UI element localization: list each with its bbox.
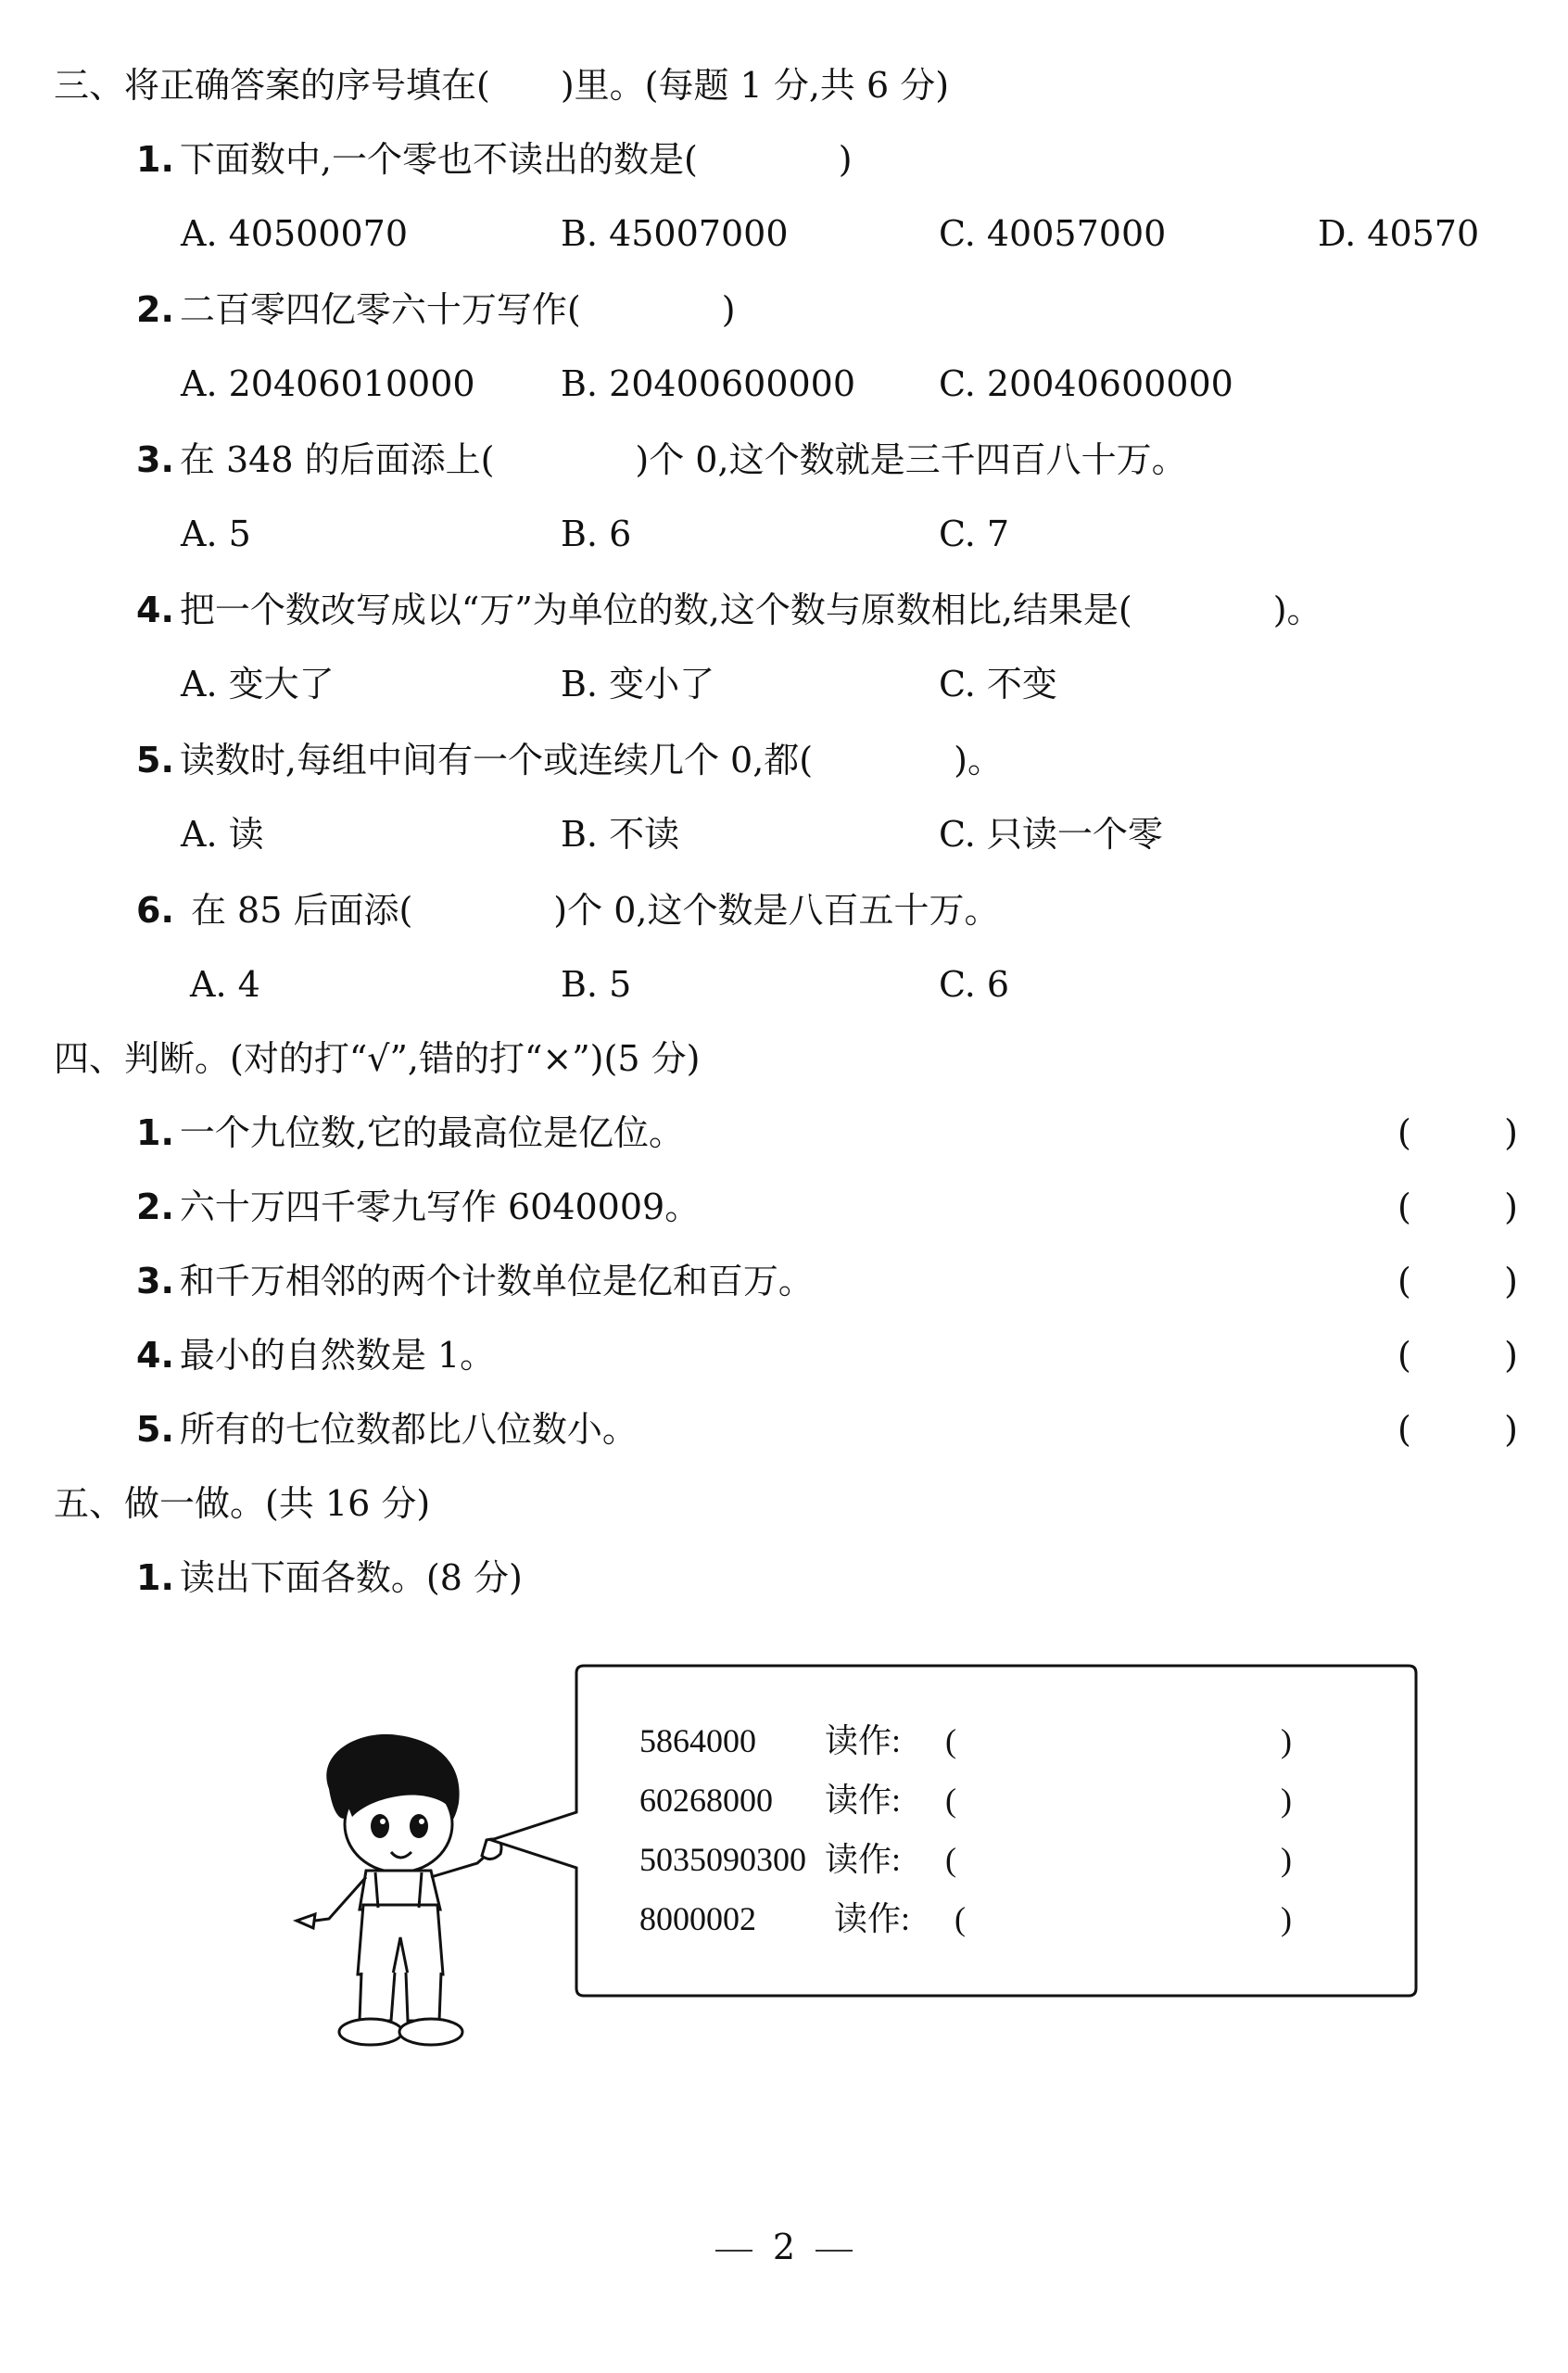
number-value: 5035090300 [639,1841,806,1878]
question-number: 4. [136,1335,174,1376]
paren-left: ( [1397,1112,1411,1153]
question-text: 所有的七位数都比八位数小。 [179,1409,638,1450]
option-b: B. 5 [561,964,632,1005]
section-5-question-1 [136,1555,523,1600]
answer-paren-right: ) [1281,1722,1292,1759]
question-number: 4. [136,590,174,630]
question-2 [136,287,736,332]
option-c: C. 7 [939,514,1010,554]
question-text: 读出下面各数。(8 分) [179,1557,523,1598]
question-text: 最小的自然数是 1。 [179,1335,496,1376]
paren-right: ) [1504,1335,1518,1376]
answer-paren[interactable] [1397,1110,1518,1155]
reading-row [639,1780,1307,1821]
option-b: B. 45007000 [561,213,789,254]
question-text: 把一个数改写成以“万”为单位的数,这个数与原数相比,结果是( )。 [179,590,1322,630]
number-value: 5864000 [639,1722,756,1759]
number-value: 60268000 [639,1782,773,1819]
question-number: 3. [136,439,174,480]
footer-dash-right [816,2250,853,2252]
option-a: A. 变大了 [181,664,335,704]
question-3 [136,438,1187,482]
answer-paren-left[interactable]: ( [955,1900,966,1937]
paren-left: ( [1397,1409,1411,1450]
answer-paren[interactable] [1397,1333,1518,1377]
question-text: 下面数中,一个零也不读出的数是( ) [179,139,853,180]
answer-paren-left[interactable]: ( [945,1722,956,1759]
answer-paren-right: ) [1281,1900,1292,1937]
option-b: B. 6 [561,514,632,554]
question-number: 5. [136,1409,174,1450]
answer-paren[interactable] [1397,1407,1518,1452]
answer-paren-left[interactable]: ( [945,1841,956,1878]
judge-item-2 [136,1185,700,1229]
question-number: 5. [136,740,174,780]
paren-right: ) [1504,1261,1518,1301]
option-b: B. 变小了 [561,664,715,704]
question-1 [136,137,853,182]
judge-item-4 [136,1333,495,1377]
paren-left: ( [1397,1186,1411,1227]
question-text: 在 85 后面添( )个 0,这个数是八百五十万。 [179,890,1000,931]
judge-item-5 [136,1407,638,1452]
question-text: 二百零四亿零六十万写作( ) [179,289,736,330]
footer-dash-left [715,2250,752,2252]
option-d: D. 40570 [1318,213,1480,254]
paren-right: ) [1504,1112,1518,1153]
number-value: 8000002 [639,1900,756,1937]
question-number: 1. [136,1557,174,1598]
judge-item-1 [136,1110,684,1155]
reading-row [639,1720,1307,1761]
judge-item-3 [136,1259,814,1303]
read-label: 读作: [825,1782,902,1819]
reading-row [639,1898,1307,1939]
cartoon-boy-illustration [278,1724,510,2058]
option-c: C. 40057000 [939,213,1167,254]
option-c: C. 6 [939,964,1010,1005]
answer-paren[interactable] [1397,1185,1518,1229]
question-text: 在 348 的后面添上( )个 0,这个数就是三千四百八十万。 [179,439,1187,480]
option-c: C. 20040600000 [939,363,1233,404]
question-4 [136,588,1322,632]
question-number: 1. [136,139,174,180]
paren-right: ) [1504,1186,1518,1227]
question-5 [136,738,1003,782]
question-text: 和千万相邻的两个计数单位是亿和百万。 [179,1261,814,1301]
read-label: 读作: [825,1722,902,1759]
option-c: C. 只读一个零 [939,814,1163,855]
question-number: 1. [136,1112,174,1153]
option-c: C. 不变 [939,664,1057,704]
speech-bubble [482,1655,1418,2007]
option-a: A. 20406010000 [181,363,475,404]
answer-paren-right: ) [1281,1782,1292,1819]
section-3-title: 三、将正确答案的序号填在( )里。(每题 1 分,共 6 分) [54,65,950,106]
paren-left: ( [1397,1261,1411,1301]
option-b: B. 20400600000 [561,363,856,404]
page-footer [0,2225,1568,2269]
question-6 [136,888,999,933]
question-text: 读数时,每组中间有一个或连续几个 0,都( )。 [179,740,1003,780]
question-number: 2. [136,1186,174,1227]
read-label: 读作: [825,1841,902,1878]
option-b: B. 不读 [561,814,680,855]
option-a: A. 40500070 [181,213,409,254]
option-a: A. 读 [181,814,264,855]
question-number: 6. [136,890,174,931]
page-number: 2 [772,2227,796,2267]
question-text: 六十万四千零九写作 6040009。 [179,1186,701,1227]
answer-paren[interactable] [1397,1259,1518,1303]
section-4-title: 四、判断。(对的打“√”,错的打“×”)(5 分) [54,1038,701,1079]
paren-right: ) [1504,1409,1518,1450]
reading-row [639,1839,1307,1880]
question-text: 一个九位数,它的最高位是亿位。 [179,1112,684,1153]
option-a: A. 5 [181,514,251,554]
option-a: A. 4 [190,964,260,1005]
answer-paren-right: ) [1281,1841,1292,1878]
paren-left: ( [1397,1335,1411,1376]
read-label: 读作: [834,1900,911,1937]
answer-paren-left[interactable]: ( [945,1782,956,1819]
section-5-title: 五、做一做。(共 16 分) [54,1483,431,1524]
question-number: 3. [136,1261,174,1301]
question-number: 2. [136,289,174,330]
